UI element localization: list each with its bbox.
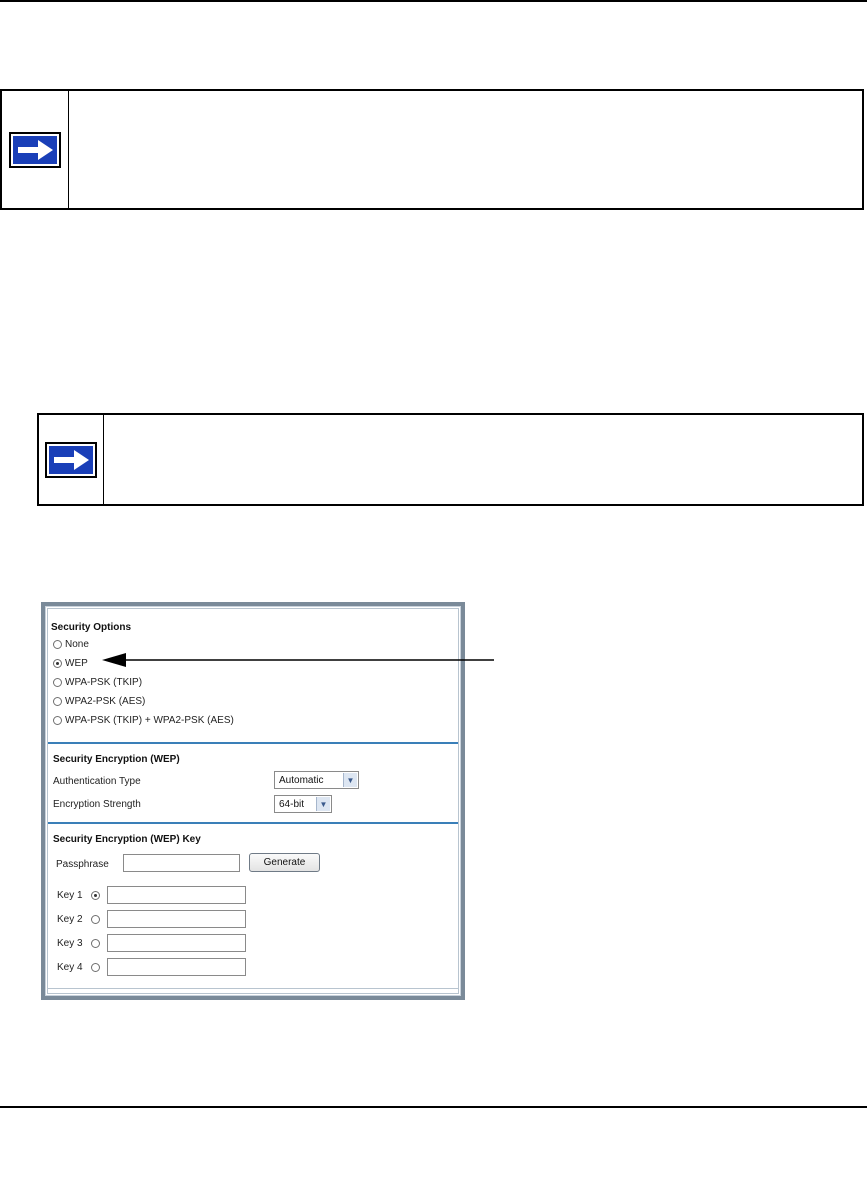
security-options-title: Security Options	[51, 622, 132, 633]
encryption-strength-select[interactable]	[274, 795, 332, 813]
key-2-input[interactable]	[107, 910, 246, 928]
callout-arrow-icon	[100, 650, 496, 670]
radio-selected-icon[interactable]	[91, 891, 100, 900]
option-wpa2-psk[interactable]	[53, 696, 145, 707]
key-2-row	[57, 910, 246, 928]
right-arrow-icon	[45, 442, 97, 478]
key-4-row	[57, 958, 246, 976]
radio-icon[interactable]	[53, 697, 62, 706]
right-arrow-icon	[9, 132, 61, 168]
passphrase-input[interactable]	[123, 854, 240, 872]
encryption-strength-value: 64-bit	[279, 798, 305, 810]
key-1-input[interactable]	[107, 886, 246, 904]
section-divider	[48, 742, 458, 744]
radio-icon[interactable]	[53, 678, 62, 687]
option-label: WPA-PSK (TKIP) + WPA2-PSK (AES)	[65, 715, 234, 726]
section-divider	[48, 988, 458, 989]
option-wpa-wpa2-mixed[interactable]	[53, 715, 234, 726]
chevron-down-icon[interactable]: ▼	[343, 773, 357, 787]
note-icon-cell	[2, 91, 69, 208]
auth-type-select[interactable]	[274, 771, 359, 789]
option-label: WPA-PSK (TKIP)	[65, 677, 143, 688]
key-label: Key 1	[57, 889, 83, 901]
auth-type-value: Automatic	[279, 774, 324, 786]
top-rule	[0, 0, 867, 2]
option-label: WPA2-PSK (AES)	[65, 696, 146, 707]
passphrase-label: Passphrase	[56, 859, 109, 870]
note-icon-cell	[39, 415, 104, 504]
generate-button[interactable]: Generate	[249, 853, 320, 872]
radio-selected-icon[interactable]	[53, 659, 62, 668]
bottom-rule	[0, 1106, 867, 1108]
auth-type-label: Authentication Type	[53, 776, 141, 787]
key-4-input[interactable]	[107, 958, 246, 976]
encryption-strength-label: Encryption Strength	[53, 799, 141, 810]
option-label: None	[65, 639, 89, 650]
key-label: Key 4	[57, 961, 83, 973]
key-label: Key 3	[57, 937, 83, 949]
key-3-row	[57, 934, 246, 952]
key-3-input[interactable]	[107, 934, 246, 952]
key-1-row	[57, 886, 246, 904]
radio-icon[interactable]	[91, 939, 100, 948]
note-box-2	[37, 413, 864, 506]
wep-key-title: Security Encryption (WEP) Key	[53, 834, 201, 845]
radio-icon[interactable]	[91, 915, 100, 924]
option-wep[interactable]	[53, 658, 88, 669]
radio-icon[interactable]	[91, 963, 100, 972]
key-label: Key 2	[57, 913, 83, 925]
radio-icon[interactable]	[53, 640, 62, 649]
encryption-title: Security Encryption (WEP)	[53, 754, 180, 765]
note-box-1	[0, 89, 864, 210]
option-none[interactable]	[53, 639, 89, 650]
chevron-down-icon[interactable]: ▼	[316, 797, 330, 811]
option-wpa-psk[interactable]	[53, 677, 142, 688]
section-divider	[48, 822, 458, 824]
radio-icon[interactable]	[53, 716, 62, 725]
option-label: WEP	[65, 658, 88, 669]
